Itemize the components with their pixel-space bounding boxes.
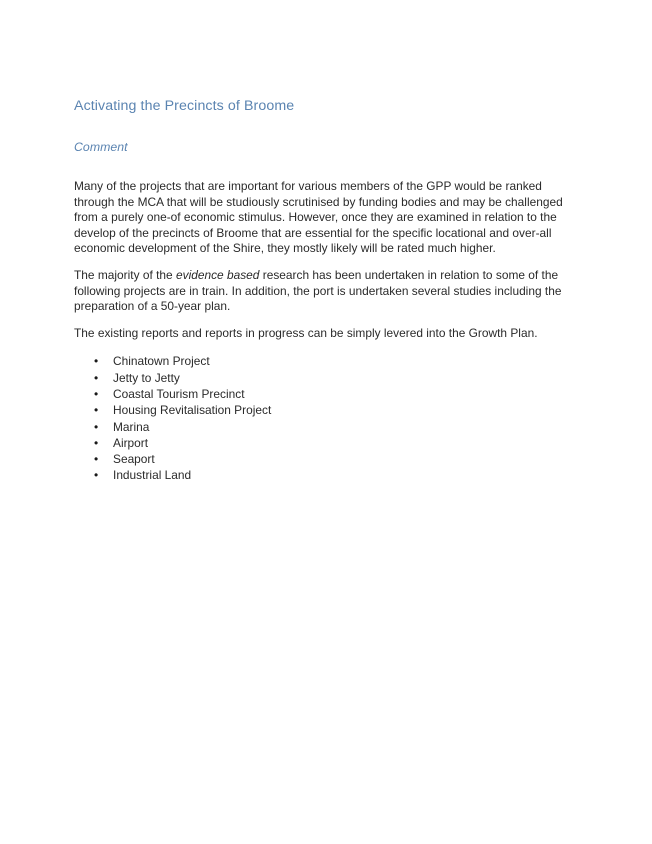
list-item-label: Seaport xyxy=(113,452,155,467)
paragraph-projects-ranking: Many of the projects that are important for various members of the GPP would be ranked through the MCA that will be studiously scrutinised by funding bodies and may be challenged from a purely one-of economic stimulus. However, once they are examined in relation to the develop of the precincts of Broome that are essential for the specific locational and over-all economic development of the Shire, they mostly likely will be rated much higher. xyxy=(74,179,563,256)
paragraph-evidence-based-research xyxy=(74,268,577,315)
paragraph-text-before-emphasis: The majority of the xyxy=(74,267,176,282)
bullet-point-icon: • xyxy=(94,370,99,385)
bullet-point-icon: • xyxy=(94,419,99,434)
project-bullet-list xyxy=(74,353,577,483)
list-item-label: Housing Revitalisation Project xyxy=(113,403,272,418)
bullet-point-icon: • xyxy=(94,354,99,369)
list-item xyxy=(74,370,577,386)
bullet-point-icon: • xyxy=(94,435,99,450)
paragraph-existing-reports: The existing reports and reports in progress can be simply levered into the Growth Plan. xyxy=(74,325,538,340)
emphasis-evidence-based: evidence based xyxy=(175,267,260,282)
bullet-point-icon: • xyxy=(94,452,99,467)
list-item-label: Chinatown Project xyxy=(113,354,210,369)
section-subheading-comment: Comment xyxy=(74,140,128,154)
page-title: Activating the Precincts of Broome xyxy=(74,98,295,114)
list-item xyxy=(74,386,577,402)
list-item xyxy=(74,419,577,435)
bullet-point-icon: • xyxy=(94,403,99,418)
list-item xyxy=(74,435,577,451)
list-item-label: Jetty to Jetty xyxy=(113,370,180,385)
document-content xyxy=(74,96,577,484)
list-item xyxy=(74,353,577,369)
list-item xyxy=(74,467,577,483)
list-item xyxy=(74,451,577,467)
bullet-point-icon: • xyxy=(94,468,99,483)
list-item xyxy=(74,402,577,418)
list-item-label: Coastal Tourism Precinct xyxy=(113,386,245,401)
list-item-label: Industrial Land xyxy=(113,468,192,483)
list-item-label: Marina xyxy=(113,419,150,434)
bullet-point-icon: • xyxy=(94,386,99,401)
list-item-label: Airport xyxy=(113,435,149,450)
paragraph-text-after-emphasis: research has been undertaken in relation to some of the following projects are in train. In addition, the port is undertaken several studies including the preparation of a 50-year plan. xyxy=(74,267,562,314)
